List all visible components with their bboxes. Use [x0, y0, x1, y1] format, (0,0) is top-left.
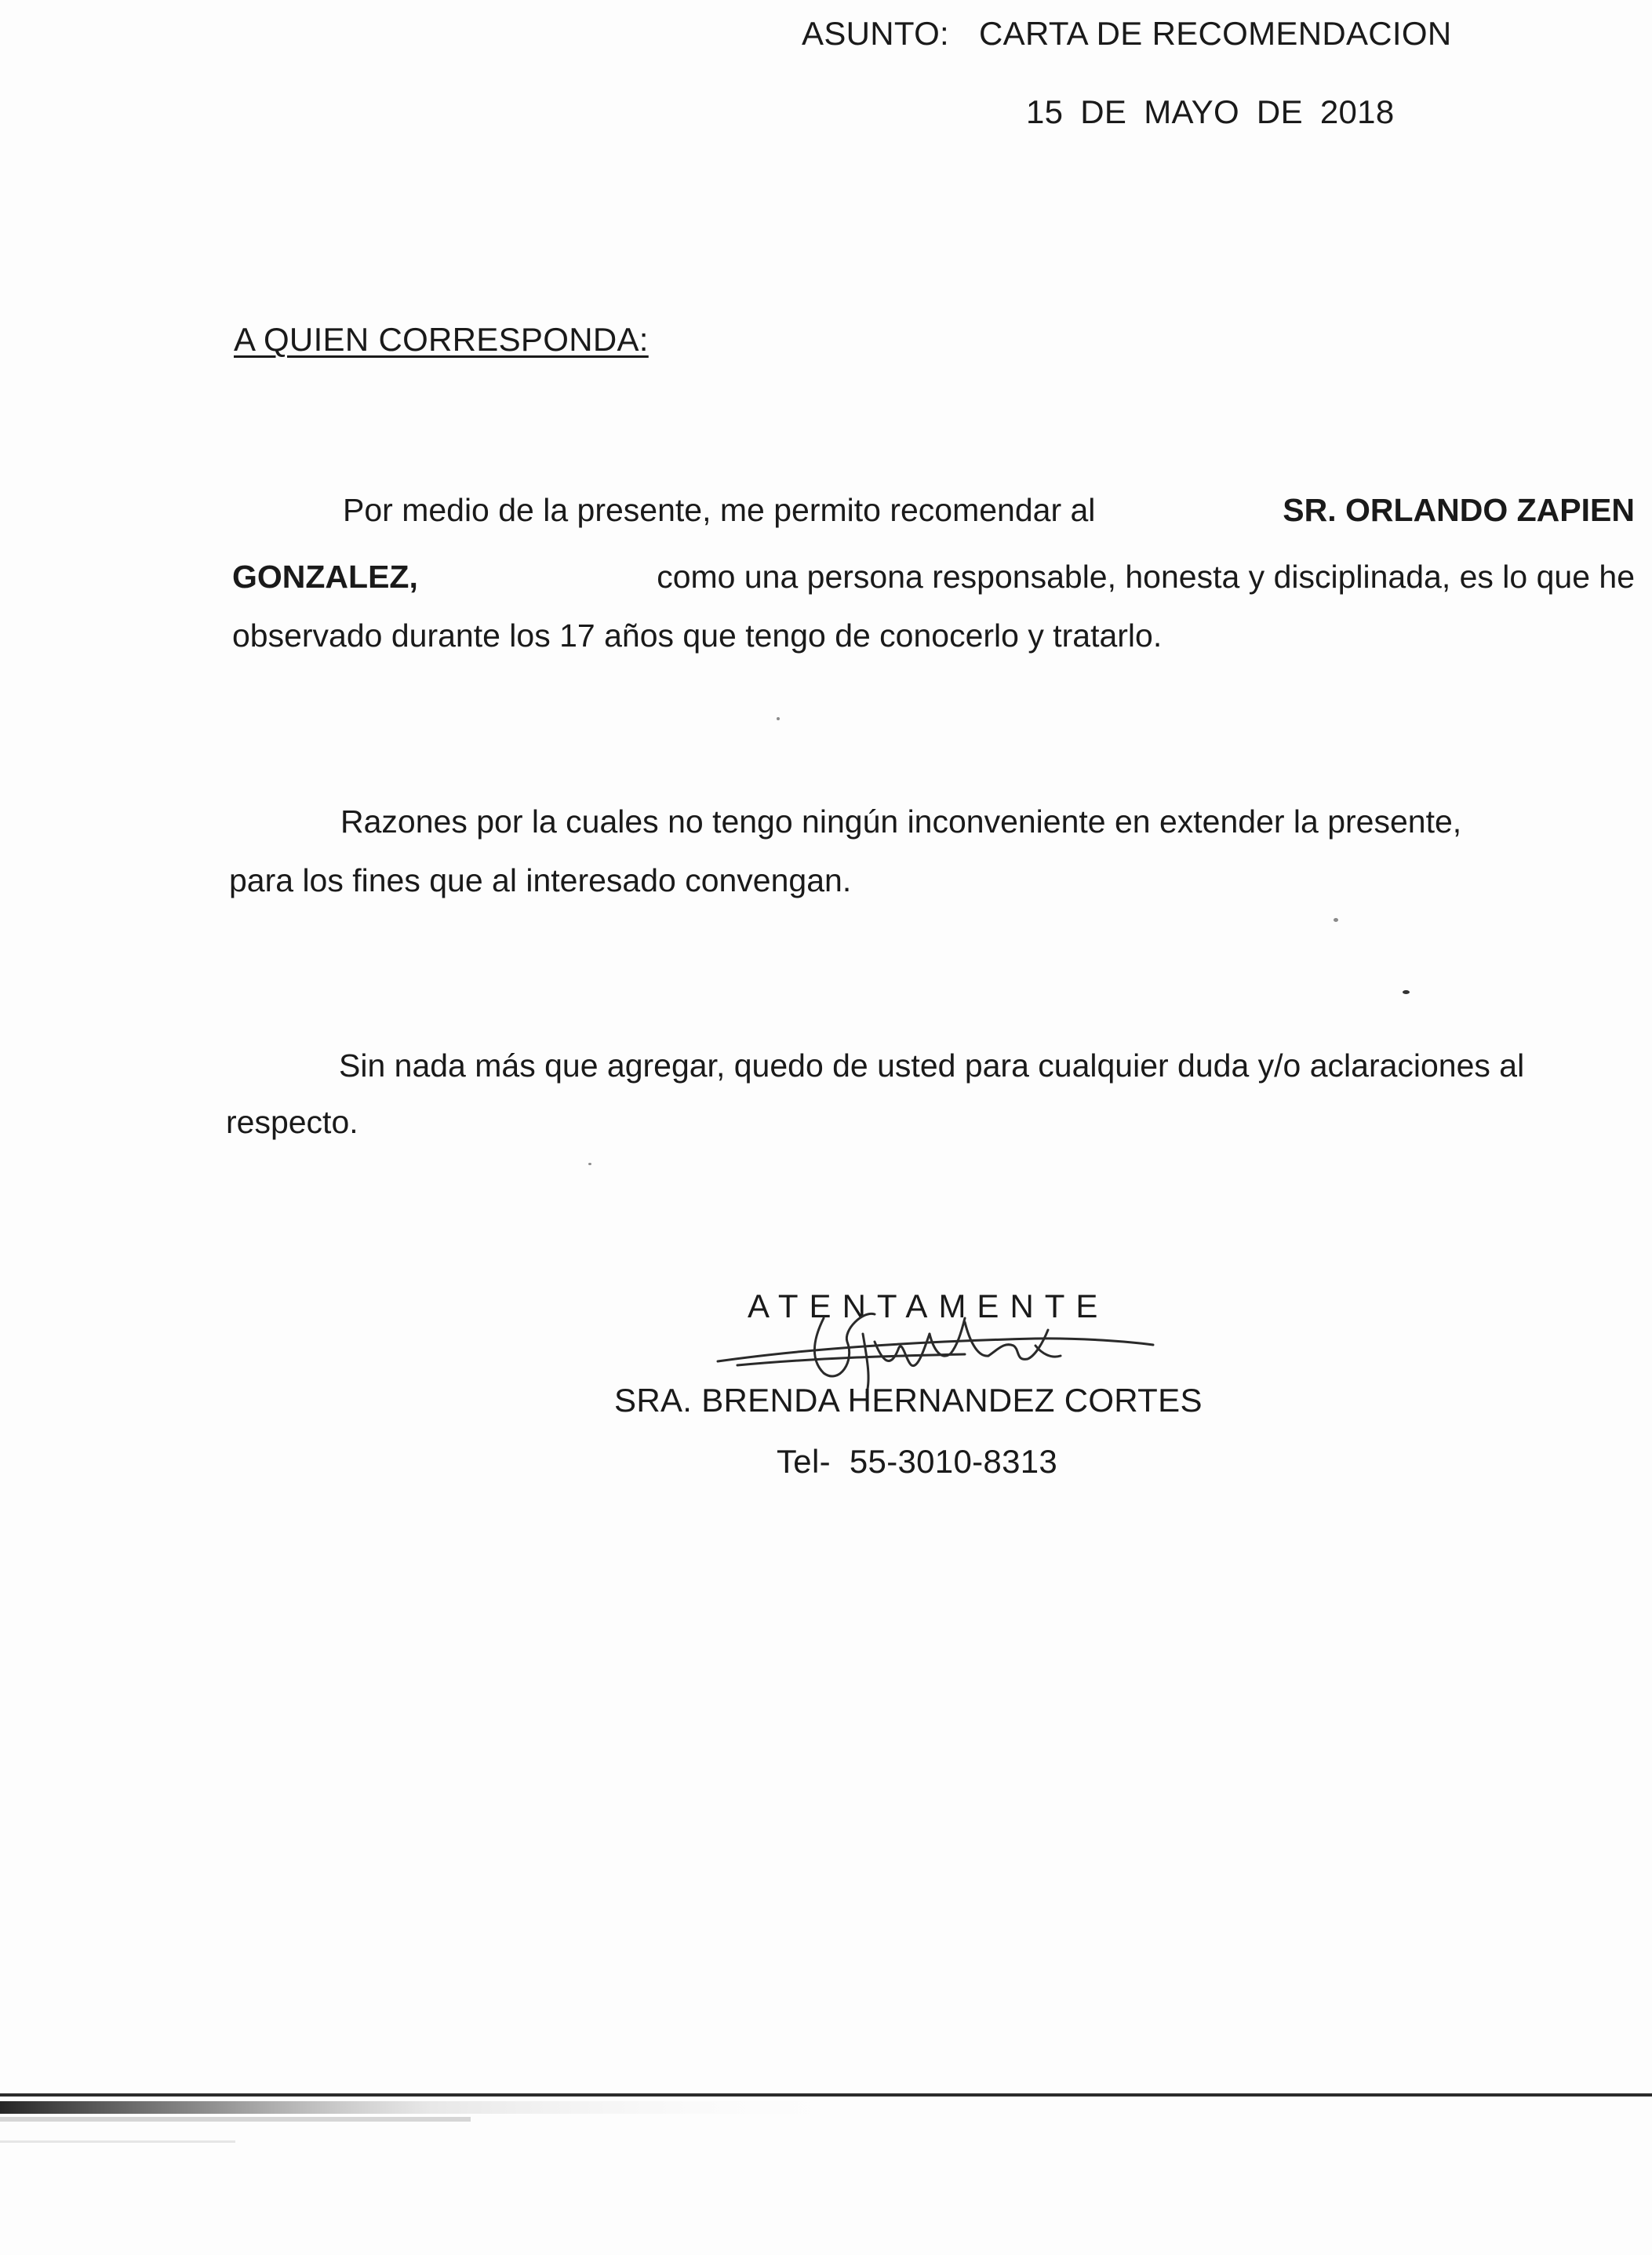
paragraph-1-intro: Por medio de la presente, me permito recomendar al	[343, 492, 1096, 528]
phone-label: Tel-	[777, 1443, 831, 1480]
scan-speck	[777, 717, 780, 720]
phone-number: 55-3010-8313	[849, 1443, 1058, 1480]
closing-word: ATENTAMENTE	[748, 1288, 1109, 1324]
paragraph-2-line-2: para los fines que al interesado convengan.	[229, 862, 852, 898]
paragraph-2-text: Razones por la cuales no tengo ningún inconveniente en extender la presente,	[340, 803, 1462, 840]
paragraph-3-line-2: respecto.	[226, 1104, 358, 1140]
signer-phone	[777, 1442, 1057, 1481]
paragraph-1-line-1	[343, 490, 1635, 530]
letter-date: 15 DE MAYO DE 2018	[1026, 93, 1395, 130]
scan-speck	[1403, 990, 1410, 994]
subject-label: ASUNTO:	[802, 15, 950, 52]
scan-speck	[1334, 918, 1338, 922]
salutation: A QUIEN CORRESPONDA:	[234, 321, 649, 358]
recommended-person-name-part-1: SR. ORLANDO ZAPIEN	[1283, 492, 1635, 528]
subject-value: CARTA DE RECOMENDACION	[979, 15, 1452, 52]
signer-name: SRA. BRENDA HERNANDEZ CORTES	[614, 1382, 1203, 1419]
scan-speck	[588, 1163, 591, 1165]
paragraph-1-qualities: como una persona responsable, honesta y disciplinada, es lo que he	[657, 559, 1635, 595]
scanner-edge-shadow	[0, 2093, 1652, 2255]
paragraph-3-line-1	[339, 1046, 1631, 1085]
paragraph-2-line-1	[340, 802, 1631, 841]
paragraph-1-line-2	[232, 557, 1635, 596]
paragraph-1-line-3: observado durante los 17 años que tengo de conocerlo y tratarlo.	[232, 617, 1163, 654]
recommended-person-name-part-2: GONZALEZ,	[232, 559, 418, 595]
subject-line	[802, 14, 1452, 53]
paragraph-3-text: Sin nada más que agregar, quedo de usted para cualquier duda y/o aclaraciones al	[339, 1047, 1525, 1084]
